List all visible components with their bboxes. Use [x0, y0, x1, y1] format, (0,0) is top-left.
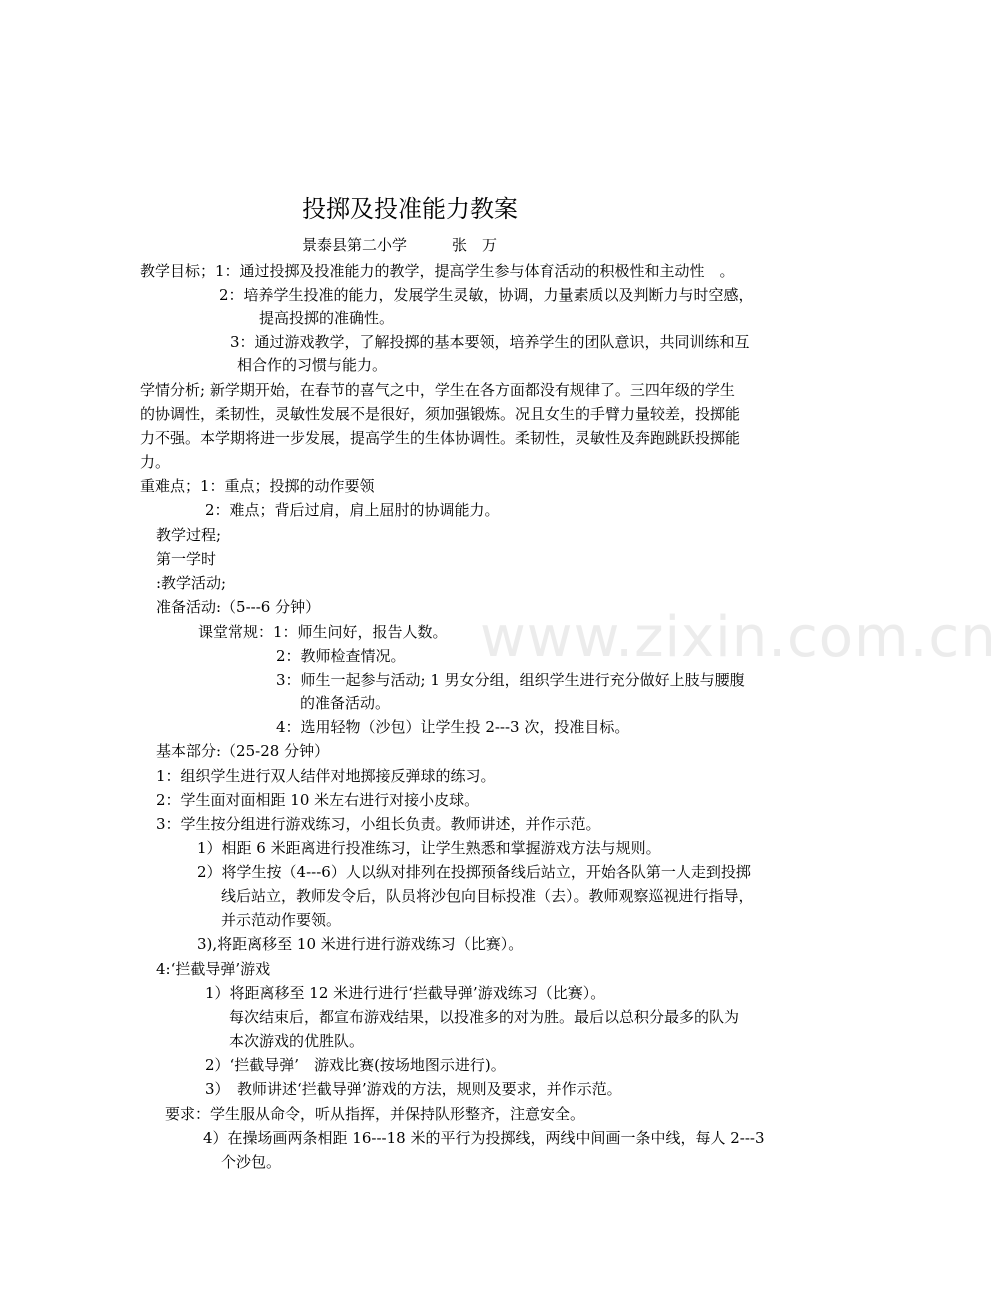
basic-line-2: 2：学生面对面相距 10 米左右进行对接小皮球。	[156, 791, 480, 809]
objective-line-2b: 提高投掷的准确性。	[259, 309, 395, 327]
game-step-3: 3),将距离移至 10 米进行进行游戏练习（比赛）。	[197, 935, 524, 953]
objective-line-1: 教学目标；1：通过投掷及投准能力的教学，提高学生参与体育活动的积极性和主动性 。	[140, 262, 735, 280]
author-line: 景泰县第二小学 张 万	[302, 236, 498, 254]
key-point-line-1: 重难点；1：重点；投掷的动作要领	[140, 477, 375, 495]
objective-line-3b: 相合作的习惯与能力。	[237, 356, 388, 374]
game-step-2: 2）将学生按（4---6）人以纵对排列在投掷预备线后站立，开始各队第一人走到投掷	[197, 863, 751, 881]
game-step-1: 1）相距 6 米距离进行投准练习，让学生熟悉和掌握游戏方法与规则。	[197, 839, 661, 857]
watermark: www.zixin.com.cn	[480, 605, 997, 670]
game-step-2b: 线后站立，教师发令后，队员将沙包向目标投准（去）。教师观察巡视进行指导，	[221, 887, 754, 905]
routine-line-3b: 的准备活动。	[300, 694, 391, 712]
objective-line-3: 3：通过游戏教学，了解投掷的基本要领，培养学生的团队意识，共同训练和互	[230, 333, 750, 351]
process-heading: 教学过程;	[156, 526, 222, 544]
analysis-line-3: 力不强。本学期将进一步发展，提高学生的生体协调性。柔韧性，灵敏性及奔跑跳跃投掷能	[140, 429, 741, 447]
warmup-heading: 准备活动:（5---6 分钟）	[156, 598, 321, 616]
basic-heading: 基本部分:（25-28 分钟）	[156, 742, 330, 760]
field-setup-line-2: 个沙包。	[221, 1153, 282, 1171]
field-setup-line-1: 4）在操场画两条相距 16---18 米的平行为投掷线，两线中间画一条中线，每人 2---3	[203, 1129, 765, 1147]
analysis-line-4: 力。	[140, 453, 171, 471]
intercept-heading: 4:‘拦截导弹’游戏	[156, 960, 271, 978]
routine-line-3: 3：师生一起参与活动; 1 男女分组，组织学生进行充分做好上肢与腰腹	[276, 671, 745, 689]
game-step-2c: 并示范动作要领。	[221, 911, 342, 929]
basic-line-3: 3：学生按分组进行游戏练习，小组长负责。教师讲述，并作示范。	[156, 815, 601, 833]
intercept-step-2: 2）‘拦截导弹’ 游戏比赛(按场地图示进行)。	[205, 1056, 506, 1074]
routine-line-4: 4：选用轻物（沙包）让学生投 2---3 次，投准目标。	[276, 718, 630, 736]
key-point-line-2: 2：难点；背后过肩，肩上屈肘的协调能力。	[205, 501, 500, 519]
objective-line-2: 2：培养学生投准的能力，发展学生灵敏，协调，力量素质以及判断力与时空感，	[219, 286, 754, 304]
intercept-step-1b: 每次结束后，都宣布游戏结果，以投准多的对为胜。最后以总积分最多的队为	[229, 1008, 740, 1026]
document-title: 投掷及投准能力教案	[302, 195, 518, 223]
routine-line-1: 课堂常规：1：师生问好，报告人数。	[198, 623, 448, 641]
intercept-step-1: 1）将距离移至 12 米进行进行‘拦截导弹’游戏练习（比赛）。	[205, 984, 606, 1002]
activity-heading: :教学活动;	[156, 574, 227, 592]
intercept-step-1c: 本次游戏的优胜队。	[229, 1032, 365, 1050]
analysis-line-1: 学情分析; 新学期开始，在春节的喜气之中，学生在各方面都没有规律了。三四年级的学生	[140, 381, 735, 399]
requirement-line: 要求：学生服从命令，听从指挥，并保持队形整齐，注意安全。	[165, 1105, 586, 1123]
routine-line-2: 2：教师检查情况。	[276, 647, 406, 665]
intercept-step-3: 3） 教师讲述‘拦截导弹’游戏的方法，规则及要求，并作示范。	[205, 1080, 622, 1098]
analysis-line-2: 的协调性，柔韧性，灵敏性发展不是很好，须加强锻炼。况且女生的手臂力量较差，投掷能	[140, 405, 741, 423]
basic-line-1: 1：组织学生进行双人结伴对地掷接反弹球的练习。	[156, 767, 496, 785]
lesson-heading: 第一学时	[156, 550, 217, 568]
